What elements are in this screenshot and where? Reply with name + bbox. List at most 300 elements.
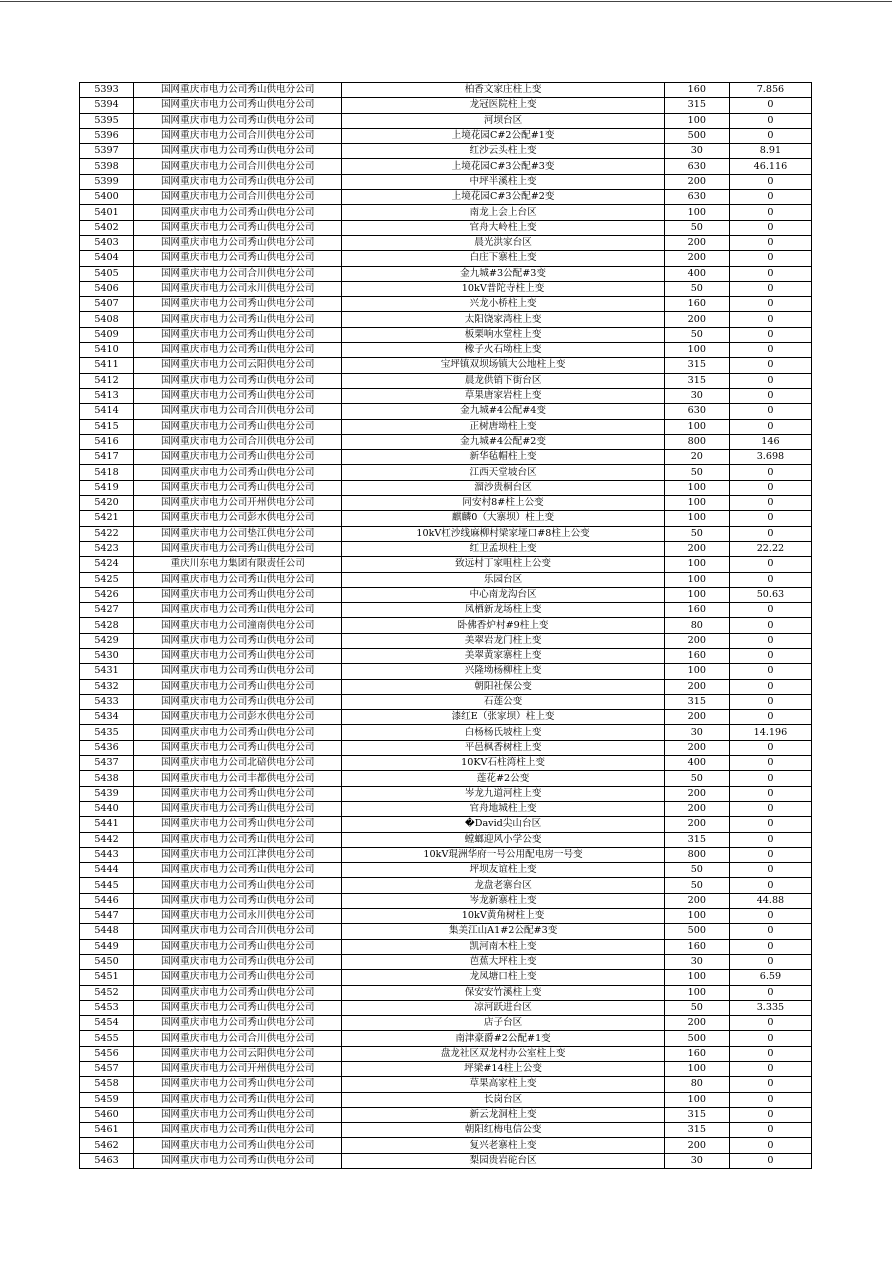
table-row	[80, 893, 812, 908]
value-cell: 0	[729, 297, 811, 312]
company-cell: 国网重庆市电力公司秀山供电分公司	[134, 832, 342, 847]
transformer-name-cell: 橡子火石坳柱上变	[342, 343, 664, 358]
capacity-cell: 100	[664, 1062, 729, 1077]
capacity-cell: 315	[664, 832, 729, 847]
capacity-cell: 50	[664, 771, 729, 786]
transformer-name-cell: 中心南龙沟台区	[342, 587, 664, 602]
table-row	[80, 1138, 812, 1153]
transformer-name-cell: 凯河南木柱上变	[342, 939, 664, 954]
value-cell: 0	[729, 1123, 811, 1138]
table-row	[80, 235, 812, 250]
transformer-name-cell: 宝坪镇双坝场镇大公地柱上变	[342, 358, 664, 373]
transformer-name-cell: 坪坝友谊柱上变	[342, 863, 664, 878]
capacity-cell: 50	[664, 1000, 729, 1015]
row-number-cell: 5411	[80, 358, 134, 373]
table-row	[80, 434, 812, 449]
value-cell: 0	[729, 1107, 811, 1122]
company-cell: 国网重庆市电力公司合川供电分公司	[134, 159, 342, 174]
value-cell: 0	[729, 633, 811, 648]
row-number-cell: 5437	[80, 756, 134, 771]
row-number-cell: 5433	[80, 694, 134, 709]
capacity-cell: 500	[664, 924, 729, 939]
company-cell: 国网重庆市电力公司秀山供电分公司	[134, 1077, 342, 1092]
transformer-name-cell: 岑龙新寨柱上变	[342, 893, 664, 908]
row-number-cell: 5417	[80, 450, 134, 465]
transformer-name-cell: 岑龙九道河柱上变	[342, 786, 664, 801]
table-row	[80, 480, 812, 495]
value-cell: 0	[729, 771, 811, 786]
capacity-cell: 20	[664, 450, 729, 465]
row-number-cell: 5418	[80, 465, 134, 480]
capacity-cell: 160	[664, 603, 729, 618]
company-cell: 国网重庆市电力公司秀山供电分公司	[134, 572, 342, 587]
row-number-cell: 5414	[80, 404, 134, 419]
transformer-name-cell: 集美江山A1#2公配#3变	[342, 924, 664, 939]
capacity-cell: 100	[664, 572, 729, 587]
transformer-name-cell: 坪梁#14柱上公变	[342, 1062, 664, 1077]
table-row	[80, 465, 812, 480]
capacity-cell: 50	[664, 220, 729, 235]
row-number-cell: 5461	[80, 1123, 134, 1138]
transformer-name-cell: 10kV黄角树柱上变	[342, 909, 664, 924]
transformer-name-cell: 上境花园C#2公配#1变	[342, 128, 664, 143]
capacity-cell: 80	[664, 1077, 729, 1092]
transformer-name-cell: 红卫孟坝柱上变	[342, 541, 664, 556]
capacity-cell: 315	[664, 373, 729, 388]
value-cell: 0	[729, 572, 811, 587]
capacity-cell: 800	[664, 434, 729, 449]
row-number-cell: 5440	[80, 801, 134, 816]
capacity-cell: 100	[664, 664, 729, 679]
table-row	[80, 909, 812, 924]
transformer-name-cell: 复兴老寨柱上变	[342, 1138, 664, 1153]
table-row	[80, 1046, 812, 1061]
table-row	[80, 174, 812, 189]
table-row	[80, 618, 812, 633]
company-cell: 国网重庆市电力公司秀山供电分公司	[134, 878, 342, 893]
capacity-cell: 50	[664, 281, 729, 296]
transformer-name-cell: 新华毡帽柱上变	[342, 450, 664, 465]
row-number-cell: 5458	[80, 1077, 134, 1092]
capacity-cell: 160	[664, 939, 729, 954]
value-cell: 0	[729, 511, 811, 526]
company-cell: 国网重庆市电力公司秀山供电分公司	[134, 419, 342, 434]
transformer-name-cell: 长岗台区	[342, 1092, 664, 1107]
transformer-name-cell: 石莲公变	[342, 694, 664, 709]
value-cell: 0	[729, 526, 811, 541]
row-number-cell: 5399	[80, 174, 134, 189]
row-number-cell: 5416	[80, 434, 134, 449]
row-number-cell: 5403	[80, 235, 134, 250]
table-row	[80, 450, 812, 465]
transformer-name-cell: 新云龙洞柱上变	[342, 1107, 664, 1122]
value-cell: 44.88	[729, 893, 811, 908]
company-cell: 国网重庆市电力公司秀山供电分公司	[134, 603, 342, 618]
table-row	[80, 358, 812, 373]
value-cell: 0	[729, 343, 811, 358]
company-cell: 国网重庆市电力公司秀山供电分公司	[134, 343, 342, 358]
capacity-cell: 200	[664, 817, 729, 832]
capacity-cell: 630	[664, 404, 729, 419]
value-cell: 0	[729, 603, 811, 618]
row-number-cell: 5419	[80, 480, 134, 495]
capacity-cell: 200	[664, 1016, 729, 1031]
table-row	[80, 1107, 812, 1122]
table-row	[80, 679, 812, 694]
capacity-cell: 315	[664, 1107, 729, 1122]
value-cell: 146	[729, 434, 811, 449]
transformer-name-cell: 红沙云头柱上变	[342, 144, 664, 159]
transformer-name-cell: 10KV石柱湾柱上变	[342, 756, 664, 771]
value-cell: 0	[729, 98, 811, 113]
row-number-cell: 5439	[80, 786, 134, 801]
value-cell: 0	[729, 220, 811, 235]
capacity-cell: 100	[664, 985, 729, 1000]
value-cell: 0	[729, 1092, 811, 1107]
company-cell: 国网重庆市电力公司江津供电分公司	[134, 847, 342, 862]
row-number-cell: 5456	[80, 1046, 134, 1061]
company-cell: 国网重庆市电力公司秀山供电分公司	[134, 251, 342, 266]
table-row	[80, 572, 812, 587]
table-row	[80, 1092, 812, 1107]
value-cell: 0	[729, 312, 811, 327]
table-row	[80, 863, 812, 878]
company-cell: 国网重庆市电力公司秀山供电分公司	[134, 664, 342, 679]
capacity-cell: 315	[664, 98, 729, 113]
capacity-cell: 400	[664, 266, 729, 281]
table-row	[80, 664, 812, 679]
table-row	[80, 297, 812, 312]
row-number-cell: 5453	[80, 1000, 134, 1015]
company-cell: 重庆川东电力集团有限责任公司	[134, 557, 342, 572]
transformer-name-cell: 柏香文家庄柱上变	[342, 83, 664, 98]
company-cell: 国网重庆市电力公司秀山供电分公司	[134, 801, 342, 816]
transformer-name-cell: 龙凤塘口柱上变	[342, 970, 664, 985]
company-cell: 国网重庆市电力公司秀山供电分公司	[134, 113, 342, 128]
table-row	[80, 1016, 812, 1031]
value-cell: 0	[729, 985, 811, 1000]
capacity-cell: 400	[664, 756, 729, 771]
row-number-cell: 5394	[80, 98, 134, 113]
company-cell: 国网重庆市电力公司彭水供电分公司	[134, 511, 342, 526]
company-cell: 国网重庆市电力公司合川供电分公司	[134, 128, 342, 143]
transformer-name-cell: 朝阳社保公变	[342, 679, 664, 694]
capacity-cell: 200	[664, 1138, 729, 1153]
value-cell: 8.91	[729, 144, 811, 159]
capacity-cell: 30	[664, 144, 729, 159]
row-number-cell: 5430	[80, 648, 134, 663]
company-cell: 国网重庆市电力公司北碚供电分公司	[134, 756, 342, 771]
value-cell: 3.698	[729, 450, 811, 465]
table-body	[80, 83, 812, 1169]
row-number-cell: 5400	[80, 190, 134, 205]
value-cell: 14.196	[729, 725, 811, 740]
table-row	[80, 1123, 812, 1138]
table-row	[80, 924, 812, 939]
capacity-cell: 200	[664, 251, 729, 266]
value-cell: 0	[729, 128, 811, 143]
table-row	[80, 954, 812, 969]
company-cell: 国网重庆市电力公司秀山供电分公司	[134, 1000, 342, 1015]
company-cell: 国网重庆市电力公司开州供电分公司	[134, 1062, 342, 1077]
company-cell: 国网重庆市电力公司永川供电分公司	[134, 909, 342, 924]
company-cell: 国网重庆市电力公司潼南供电分公司	[134, 618, 342, 633]
company-cell: 国网重庆市电力公司彭水供电分公司	[134, 710, 342, 725]
transformer-name-cell: 芭蕉大坪柱上变	[342, 954, 664, 969]
value-cell: 0	[729, 679, 811, 694]
value-cell: 0	[729, 327, 811, 342]
row-number-cell: 5398	[80, 159, 134, 174]
value-cell: 0	[729, 1077, 811, 1092]
company-cell: 国网重庆市电力公司秀山供电分公司	[134, 648, 342, 663]
transformer-name-cell: 朝阳红梅电信公变	[342, 1123, 664, 1138]
row-number-cell: 5462	[80, 1138, 134, 1153]
value-cell: 0	[729, 419, 811, 434]
value-cell: 0	[729, 174, 811, 189]
row-number-cell: 5415	[80, 419, 134, 434]
company-cell: 国网重庆市电力公司永川供电分公司	[134, 281, 342, 296]
table-row	[80, 648, 812, 663]
company-cell: 国网重庆市电力公司合川供电分公司	[134, 924, 342, 939]
capacity-cell: 30	[664, 725, 729, 740]
value-cell: 0	[729, 480, 811, 495]
company-cell: 国网重庆市电力公司丰都供电分公司	[134, 771, 342, 786]
value-cell: 0	[729, 801, 811, 816]
row-number-cell: 5404	[80, 251, 134, 266]
table-row	[80, 343, 812, 358]
capacity-cell: 200	[664, 541, 729, 556]
capacity-cell: 160	[664, 297, 729, 312]
row-number-cell: 5435	[80, 725, 134, 740]
row-number-cell: 5452	[80, 985, 134, 1000]
transformer-name-cell: 龙冠医院柱上变	[342, 98, 664, 113]
row-number-cell: 5428	[80, 618, 134, 633]
capacity-cell: 200	[664, 893, 729, 908]
transformer-name-cell: 上境花园C#3公配#2变	[342, 190, 664, 205]
value-cell: 0	[729, 190, 811, 205]
table-row	[80, 128, 812, 143]
company-cell: 国网重庆市电力公司秀山供电分公司	[134, 679, 342, 694]
table-row	[80, 220, 812, 235]
row-number-cell: 5393	[80, 83, 134, 98]
company-cell: 国网重庆市电力公司秀山供电分公司	[134, 633, 342, 648]
company-cell: 国网重庆市电力公司合川供电分公司	[134, 266, 342, 281]
value-cell: 0	[729, 1046, 811, 1061]
company-cell: 国网重庆市电力公司秀山供电分公司	[134, 388, 342, 403]
value-cell: 0	[729, 832, 811, 847]
value-cell: 0	[729, 648, 811, 663]
transformer-name-cell: 莲花#2公变	[342, 771, 664, 786]
capacity-cell: 100	[664, 419, 729, 434]
company-cell: 国网重庆市电力公司秀山供电分公司	[134, 985, 342, 1000]
transformer-name-cell: 保安安竹溪柱上变	[342, 985, 664, 1000]
row-number-cell: 5397	[80, 144, 134, 159]
transformer-name-cell: 平邑枫香树柱上变	[342, 740, 664, 755]
transformer-name-cell: 10kV杠沙线麻柳村梁家垭口#8柱上公变	[342, 526, 664, 541]
table-row	[80, 312, 812, 327]
company-cell: 国网重庆市电力公司秀山供电分公司	[134, 725, 342, 740]
value-cell: 0	[729, 939, 811, 954]
value-cell: 0	[729, 954, 811, 969]
row-number-cell: 5425	[80, 572, 134, 587]
transformer-name-cell: 卧佛香炉村#9柱上变	[342, 618, 664, 633]
table-row	[80, 281, 812, 296]
row-number-cell: 5426	[80, 587, 134, 602]
row-number-cell: 5447	[80, 909, 134, 924]
transformer-name-cell: 溜沙贵桐台区	[342, 480, 664, 495]
row-number-cell: 5424	[80, 557, 134, 572]
transformer-name-cell: 龙盘老寨台区	[342, 878, 664, 893]
capacity-cell: 50	[664, 863, 729, 878]
transformer-name-cell: 金九城#4公配#4变	[342, 404, 664, 419]
company-cell: 国网重庆市电力公司秀山供电分公司	[134, 174, 342, 189]
transformer-name-cell: 河坝台区	[342, 113, 664, 128]
company-cell: 国网重庆市电力公司秀山供电分公司	[134, 450, 342, 465]
capacity-cell: 160	[664, 648, 729, 663]
row-number-cell: 5408	[80, 312, 134, 327]
company-cell: 国网重庆市电力公司秀山供电分公司	[134, 863, 342, 878]
capacity-cell: 200	[664, 312, 729, 327]
page-top-rule	[0, 1, 892, 2]
capacity-cell: 100	[664, 557, 729, 572]
company-cell: 国网重庆市电力公司秀山供电分公司	[134, 83, 342, 98]
table-row	[80, 740, 812, 755]
company-cell: 国网重庆市电力公司秀山供电分公司	[134, 1092, 342, 1107]
table-row	[80, 496, 812, 511]
value-cell: 0	[729, 909, 811, 924]
transformer-name-cell: 草果高家柱上变	[342, 1077, 664, 1092]
table-row	[80, 373, 812, 388]
table-row	[80, 388, 812, 403]
company-cell: 国网重庆市电力公司秀山供电分公司	[134, 373, 342, 388]
capacity-cell: 200	[664, 679, 729, 694]
row-number-cell: 5444	[80, 863, 134, 878]
table-row	[80, 404, 812, 419]
company-cell: 国网重庆市电力公司秀山供电分公司	[134, 1016, 342, 1031]
row-number-cell: 5427	[80, 603, 134, 618]
table-row	[80, 939, 812, 954]
value-cell: 0	[729, 266, 811, 281]
transformer-name-cell: 南龙上会上台区	[342, 205, 664, 220]
transformer-name-cell: 螳螂迎风小学公变	[342, 832, 664, 847]
capacity-cell: 200	[664, 740, 729, 755]
company-cell: 国网重庆市电力公司秀山供电分公司	[134, 297, 342, 312]
transformer-name-cell: 晨光洪家台区	[342, 235, 664, 250]
row-number-cell: 5423	[80, 541, 134, 556]
capacity-cell: 50	[664, 526, 729, 541]
table-row	[80, 205, 812, 220]
transformer-name-cell: 白庄下寨柱上变	[342, 251, 664, 266]
value-cell: 0	[729, 817, 811, 832]
row-number-cell: 5436	[80, 740, 134, 755]
company-cell: 国网重庆市电力公司秀山供电分公司	[134, 465, 342, 480]
value-cell: 22.22	[729, 541, 811, 556]
table-row	[80, 847, 812, 862]
value-cell: 0	[729, 756, 811, 771]
table-row	[80, 266, 812, 281]
transformer-name-cell: 美翠黄家寨柱上变	[342, 648, 664, 663]
value-cell: 0	[729, 1138, 811, 1153]
row-number-cell: 5410	[80, 343, 134, 358]
capacity-cell: 100	[664, 480, 729, 495]
value-cell: 0	[729, 924, 811, 939]
transformer-name-cell: 盘龙社区双龙村办公室柱上变	[342, 1046, 664, 1061]
table-row	[80, 1062, 812, 1077]
capacity-cell: 100	[664, 205, 729, 220]
transformer-name-cell: 上境花园C#3公配#3变	[342, 159, 664, 174]
value-cell: 0	[729, 373, 811, 388]
company-cell: 国网重庆市电力公司秀山供电分公司	[134, 144, 342, 159]
transformer-name-cell: 凤栖新龙场柱上变	[342, 603, 664, 618]
table-row	[80, 1031, 812, 1046]
company-cell: 国网重庆市电力公司秀山供电分公司	[134, 235, 342, 250]
row-number-cell: 5454	[80, 1016, 134, 1031]
value-cell: 0	[729, 863, 811, 878]
row-number-cell: 5422	[80, 526, 134, 541]
value-cell: 0	[729, 388, 811, 403]
capacity-cell: 200	[664, 786, 729, 801]
value-cell: 0	[729, 786, 811, 801]
capacity-cell: 160	[664, 1046, 729, 1061]
table-row	[80, 251, 812, 266]
transformer-name-cell: �David尖山台区	[342, 817, 664, 832]
row-number-cell: 5421	[80, 511, 134, 526]
company-cell: 国网重庆市电力公司合川供电分公司	[134, 434, 342, 449]
capacity-cell: 50	[664, 878, 729, 893]
capacity-cell: 200	[664, 633, 729, 648]
row-number-cell: 5451	[80, 970, 134, 985]
table-row	[80, 756, 812, 771]
company-cell: 国网重庆市电力公司云阳供电分公司	[134, 358, 342, 373]
company-cell: 国网重庆市电力公司秀山供电分公司	[134, 327, 342, 342]
transformer-table	[79, 82, 812, 1169]
capacity-cell: 50	[664, 465, 729, 480]
value-cell: 3.335	[729, 1000, 811, 1015]
table-row	[80, 817, 812, 832]
table-row	[80, 159, 812, 174]
company-cell: 国网重庆市电力公司秀山供电分公司	[134, 939, 342, 954]
company-cell: 国网重庆市电力公司秀山供电分公司	[134, 1153, 342, 1168]
company-cell: 国网重庆市电力公司秀山供电分公司	[134, 893, 342, 908]
company-cell: 国网重庆市电力公司秀山供电分公司	[134, 694, 342, 709]
value-cell: 0	[729, 740, 811, 755]
company-cell: 国网重庆市电力公司秀山供电分公司	[134, 1138, 342, 1153]
capacity-cell: 100	[664, 511, 729, 526]
transformer-name-cell: 中坪半溪柱上变	[342, 174, 664, 189]
table-row	[80, 419, 812, 434]
table-row	[80, 587, 812, 602]
table-row	[80, 832, 812, 847]
value-cell: 0	[729, 251, 811, 266]
value-cell: 0	[729, 496, 811, 511]
table-row	[80, 633, 812, 648]
company-cell: 国网重庆市电力公司垫江供电分公司	[134, 526, 342, 541]
row-number-cell: 5396	[80, 128, 134, 143]
capacity-cell: 30	[664, 954, 729, 969]
transformer-name-cell: 官舟大岭柱上变	[342, 220, 664, 235]
transformer-name-cell: 10kV普陀寺柱上变	[342, 281, 664, 296]
value-cell: 0	[729, 205, 811, 220]
row-number-cell: 5457	[80, 1062, 134, 1077]
table-row	[80, 144, 812, 159]
capacity-cell: 100	[664, 970, 729, 985]
capacity-cell: 100	[664, 496, 729, 511]
company-cell: 国网重庆市电力公司秀山供电分公司	[134, 541, 342, 556]
company-cell: 国网重庆市电力公司秀山供电分公司	[134, 817, 342, 832]
company-cell: 国网重庆市电力公司秀山供电分公司	[134, 480, 342, 495]
row-number-cell: 5432	[80, 679, 134, 694]
capacity-cell: 315	[664, 358, 729, 373]
